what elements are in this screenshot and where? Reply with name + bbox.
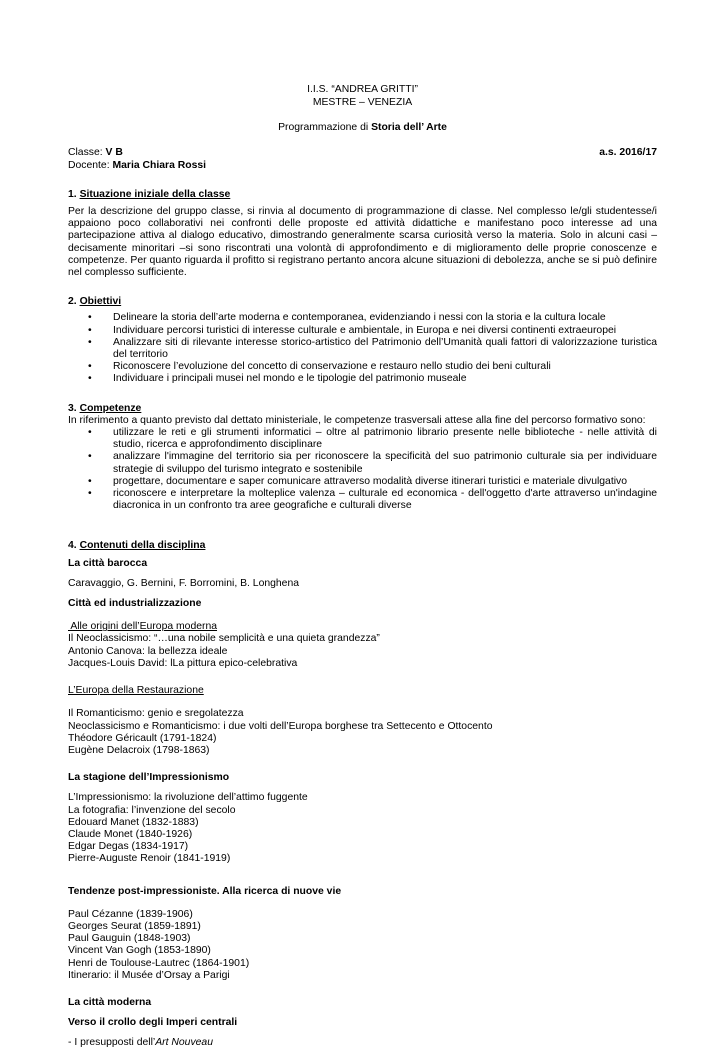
section-1-number: 1. <box>68 188 80 200</box>
list-item: • utilizzare le reti e gli strumenti informatici – oltre al patrimonio librario presente nelle biblioteche - nelle attività di studio, ricerca e approfondimento disciplinare <box>113 427 657 451</box>
list-item: Eugène Delacroix (1798-1863) <box>68 744 210 756</box>
class-info <box>68 147 123 159</box>
list-item: Pierre-Auguste Renoir (1841-1919) <box>68 853 231 865</box>
section-1-heading: Situazione iniziale della classe <box>79 188 231 200</box>
programme-prefix: Programmazione di <box>278 122 372 134</box>
list-item: La fotografia: l’invenzione del secolo <box>68 804 236 816</box>
list-item: • Delineare la storia dell’arte moderna e contemporanea, evidenziando i nessi con la storia e la cultura locale <box>113 312 657 324</box>
programme-title <box>68 122 657 134</box>
section-3-intro: In riferimento a quanto previsto dal dettato ministeriale, le competenze trasversali attese alla fine del percorso formativo sono: <box>68 414 646 426</box>
class-row <box>68 147 657 159</box>
school-city: MESTRE – VENEZIA <box>312 96 413 108</box>
baroque-artists: Caravaggio, G. Bernini, F. Borromini, B. Longhena <box>68 577 300 589</box>
section-3-heading: Competenze <box>79 402 142 414</box>
list-item: Théodore Géricault (1791-1824) <box>68 732 217 744</box>
school-name: I.I.S. “ANDREA GRITTI” <box>307 84 418 95</box>
list-item: Antonio Canova: la bellezza ideale <box>68 645 228 657</box>
list-item: Il Romanticismo: genio e sregolatezza <box>68 708 244 720</box>
list-item: Neoclassicismo e Romanticismo: i due volti dell’Europa borghese tra Settecento e Ottocento <box>68 720 493 732</box>
section-1-title <box>68 189 657 201</box>
list-item: L’Impressionismo: la rivoluzione dell’attimo fuggente <box>68 792 308 804</box>
post-impressionism-title: Tendenze post-impressioniste. Alla ricerca di nuove vie <box>68 885 342 897</box>
modern-city-title: La città moderna <box>68 996 152 1008</box>
section-2-heading: Obiettivi <box>79 296 122 308</box>
origins-title: Alle origini dell’Europa moderna <box>68 621 218 633</box>
empires-title: Verso il crollo degli Imperi centrali <box>68 1017 238 1029</box>
class-label: Classe: <box>68 147 106 159</box>
list-item: Jacques-Louis David: lLa pittura epico-celebrativa <box>68 657 298 669</box>
section-2-title <box>68 296 657 308</box>
list-item: Edouard Manet (1832-1883) <box>68 816 199 828</box>
list-item: • riconoscere e interpretare la molteplice valenza – culturale ed economica - dell'oggetto d'arte attraverso un'indagine diacronica in un confronto tra aree geografiche e culturali diverse <box>113 488 657 512</box>
section-4-title <box>68 540 657 552</box>
section-1-paragraph: Per la descrizione del gruppo classe, si rinvia al documento di programmazione di classe. Nel complesso le/gli studentesse/i appaiono poco collaborativi nei confronti delle proposte ed attività didattiche e manifestano poco interesse ad una partecipazione attiva al dialogo educativo, dimostrando generalmente scarsa curiosità verso la materia. Solo in alcuni casi – decisamente minoritari –si sono riscontrati una volontà di approfondimento e di miglioramento delle proprie conoscenze e competenze. Per quanto riguarda il profitto si registrano pertanto ancora alcune situazioni di debolezza, anche se si può definire nel complesso sufficiente. <box>68 206 657 279</box>
list-item: • Riconoscere l’evoluzione del concetto di conservazione e restauro nello studio dei beni culturali <box>113 361 657 373</box>
document-page <box>68 84 657 1050</box>
post-impressionism-block <box>68 909 657 982</box>
baroque-city-title: La città barocca <box>68 557 148 569</box>
list-item: • progettare, documentare e saper comunicare attraverso modalità diverse itinerari turistici e materiale divulgativo <box>113 476 657 488</box>
list-item: • Individuare percorsi turistici di interesse culturale e ambientale, in Europa e nei diversi continenti extraeuropei <box>113 325 657 337</box>
teacher-label: Docente: <box>68 159 113 171</box>
art-nouveau-term: Art Nouveau <box>155 1037 213 1049</box>
section-4-heading: Contenuti della disciplina <box>79 540 206 552</box>
section-2-number: 2. <box>68 296 80 308</box>
art-nouveau-prefix: - I presupposti dell’ <box>68 1037 156 1049</box>
programme-subject: Storia dell’ Arte <box>371 122 447 134</box>
list-item: Georges Seurat (1859-1891) <box>68 920 201 932</box>
list-item: Paul Cézanne (1839-1906) <box>68 908 193 920</box>
industrial-city-title: Città ed industrializzazione <box>68 598 202 610</box>
list-item: Il Neoclassicismo: “…una nobile semplicità e una quieta grandezza” <box>68 633 380 645</box>
section-3-title <box>68 403 657 415</box>
teacher-value: Maria Chiara Rossi <box>112 159 207 171</box>
list-item: • Analizzare siti di rilevante interesse storico-artistico del Patrimonio dell’Umanità quali fattori di valorizzazione turistica del territorio <box>113 337 657 361</box>
list-item: • Individuare i principali musei nel mondo e le tipologie del patrimonio museale <box>113 373 657 385</box>
art-nouveau-line <box>68 1037 657 1049</box>
school-year: a.s. 2016/17 <box>599 147 657 159</box>
list-item: Paul Gauguin (1848-1903) <box>68 933 191 945</box>
list-item: Vincent Van Gogh (1853-1890) <box>68 945 211 957</box>
list-item: Henri de Toulouse-Lautrec (1864-1901) <box>68 957 250 969</box>
list-item: Edgar Degas (1834-1917) <box>68 841 189 853</box>
objectives-list <box>68 312 657 385</box>
section-4-number: 4. <box>68 540 80 552</box>
competences-list <box>68 427 657 512</box>
restoration-block <box>68 685 657 757</box>
list-item: Itinerario: il Musée d’Orsay a Parigi <box>68 969 230 981</box>
impressionism-title: La stagione dell’Impressionismo <box>68 772 230 784</box>
list-item: • analizzare l'immagine del territorio sia per riconoscere la specificità del suo patrimonio culturale sia per individuare strategie di sviluppo del turismo integrato e sostenibile <box>113 451 657 475</box>
restoration-title: L’Europa della Restaurazione <box>68 685 204 697</box>
class-value: V B <box>105 147 123 159</box>
impressionism-block <box>68 792 657 865</box>
origins-block <box>68 621 657 670</box>
section-3-number: 3. <box>68 402 80 414</box>
teacher-info <box>68 160 657 172</box>
list-item: Claude Monet (1840-1926) <box>68 828 193 840</box>
